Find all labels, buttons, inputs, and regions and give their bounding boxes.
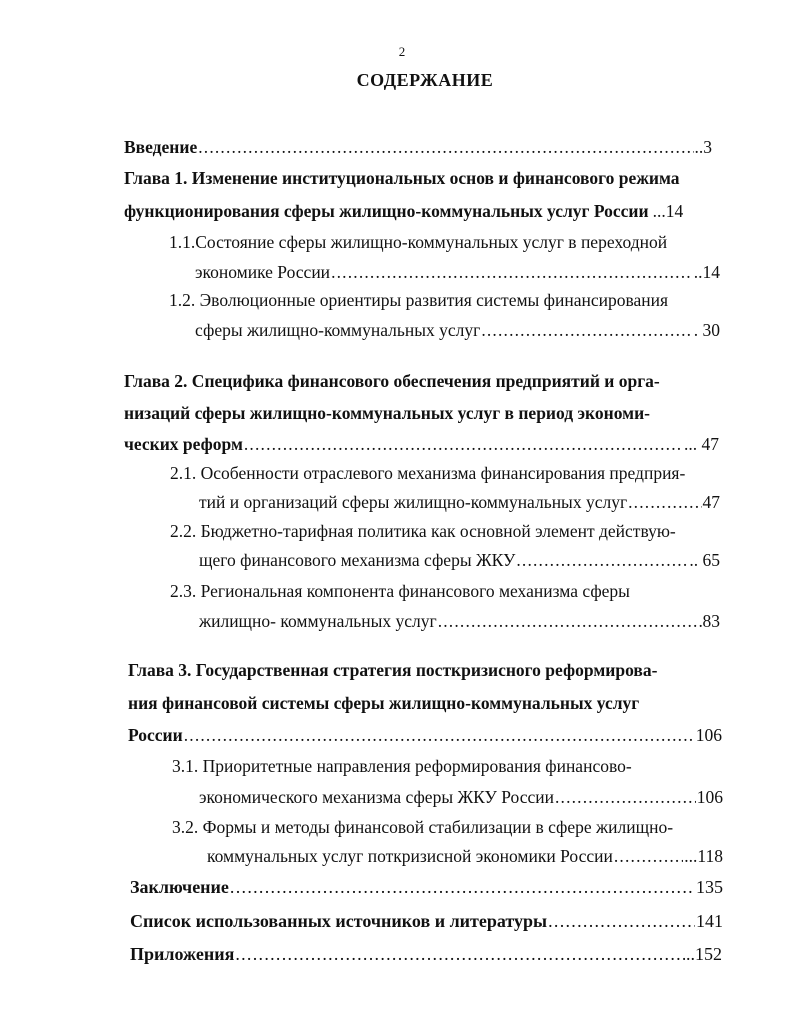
toc-entry-section-1-2	[195, 320, 720, 340]
toc-entry-intro	[124, 137, 712, 157]
toc-page: 106	[695, 725, 722, 745]
toc-page: 106	[696, 787, 723, 807]
toc-entry-section-3-1	[199, 787, 723, 807]
leader-dots	[555, 787, 696, 807]
toc-page: ...118	[684, 846, 723, 866]
section-2-1-line-1: 2.1. Особенности отраслевого механизма финансирования предприя-	[170, 463, 686, 483]
leader-dots	[230, 877, 695, 897]
toc-entry-section-2-3	[199, 611, 720, 631]
leader-dots	[614, 846, 683, 866]
toc-label: жилищно- коммунальных услуг	[199, 611, 437, 631]
section-2-3-line-1: 2.3. Региональная компонента финансового механизма сферы	[170, 581, 630, 601]
leader-dots	[198, 137, 693, 157]
toc-page: 141	[696, 911, 723, 931]
toc-entry-sources	[130, 911, 723, 931]
toc-entry-chapter-3	[128, 725, 722, 745]
toc-label: щего финансового механизма сферы ЖКУ	[199, 550, 516, 570]
toc-page: ..152	[686, 944, 722, 964]
leader-dots	[548, 911, 695, 931]
toc-label: Список использованных источников и литературы	[130, 911, 548, 931]
section-3-1-line-1: 3.1. Приоритетные направления реформирования финансово-	[172, 756, 632, 776]
toc-label: тий и организаций сферы жилищно-коммунальных услуг	[199, 492, 628, 512]
section-2-2-line-1: 2.2. Бюджетно-тарифная политика как основной элемент действую-	[170, 521, 676, 541]
toc-page: .. 65	[689, 550, 720, 570]
toc-label: ческих реформ	[124, 434, 243, 454]
toc-label: экономике России	[195, 262, 331, 282]
leader-dots	[628, 492, 701, 512]
toc-entry-section-2-1	[199, 492, 720, 512]
toc-page: ..3	[694, 137, 712, 157]
section-1-1-line-1: 1.1.Состояние сферы жилищно-коммунальных услуг в переходной	[169, 232, 668, 252]
leader-dots	[244, 434, 683, 454]
leader-dots	[331, 262, 693, 282]
chapter-3-title-line-1: Глава 3. Государственная стратегия посткризисного реформирова-	[128, 660, 658, 680]
toc-page: ..14	[693, 262, 720, 282]
chapter-2-title-line-2: низаций сферы жилищно-коммунальных услуг в период экономи-	[124, 403, 650, 423]
toc-entry-section-3-2	[207, 846, 723, 866]
page-number: 2	[398, 44, 406, 59]
chapter-2-title-line-1: Глава 2. Специфика финансового обеспечения предприятий и орга-	[124, 371, 660, 391]
toc-label: коммунальных услуг поткризисной экономики России	[207, 846, 613, 866]
chapter-3-title-line-2: ния финансовой системы сферы жилищно-коммунальных услуг	[128, 693, 640, 713]
toc-label: России	[128, 725, 183, 745]
toc-page: 135	[696, 877, 723, 897]
leader-dots	[516, 550, 688, 570]
leader-dots	[438, 611, 702, 631]
chapter-1-title-line-1: Глава 1. Изменение институциональных основ и финансового режима	[124, 168, 680, 188]
toc-label: функционирования сферы жилищно-коммунальных услуг России	[124, 201, 649, 221]
toc-label: экономического механизма сферы ЖКУ России	[199, 787, 554, 807]
leader-dots	[184, 725, 695, 745]
page-title: СОДЕРЖАНИЕ	[356, 70, 494, 90]
toc-entry-chapter-2	[124, 434, 719, 454]
toc-page: ... 47	[684, 434, 719, 454]
toc-page: 83	[702, 611, 720, 631]
toc-entry-section-1-1	[195, 262, 720, 282]
toc-label: Приложения	[130, 944, 235, 964]
section-1-2-line-1: 1.2. Эволюционные ориентиры развития системы финансирования	[169, 290, 669, 310]
leader-dots	[235, 944, 685, 964]
toc-page: 47	[702, 492, 720, 512]
toc-entry-section-2-2	[199, 550, 720, 570]
toc-page: . 30	[693, 320, 720, 340]
toc-label: Заключение	[130, 877, 229, 897]
toc-label: сферы жилищно-коммунальных услуг	[195, 320, 481, 340]
toc-entry-conclusion	[130, 877, 723, 897]
toc-entry-appendix	[130, 944, 722, 964]
toc-page: ...14	[652, 201, 684, 221]
leader-dots	[481, 320, 692, 340]
toc-entry-chapter-1	[124, 201, 719, 221]
section-3-2-line-1: 3.2. Формы и методы финансовой стабилизации в сфере жилищно-	[172, 817, 674, 837]
toc-label: Введение	[124, 137, 198, 157]
